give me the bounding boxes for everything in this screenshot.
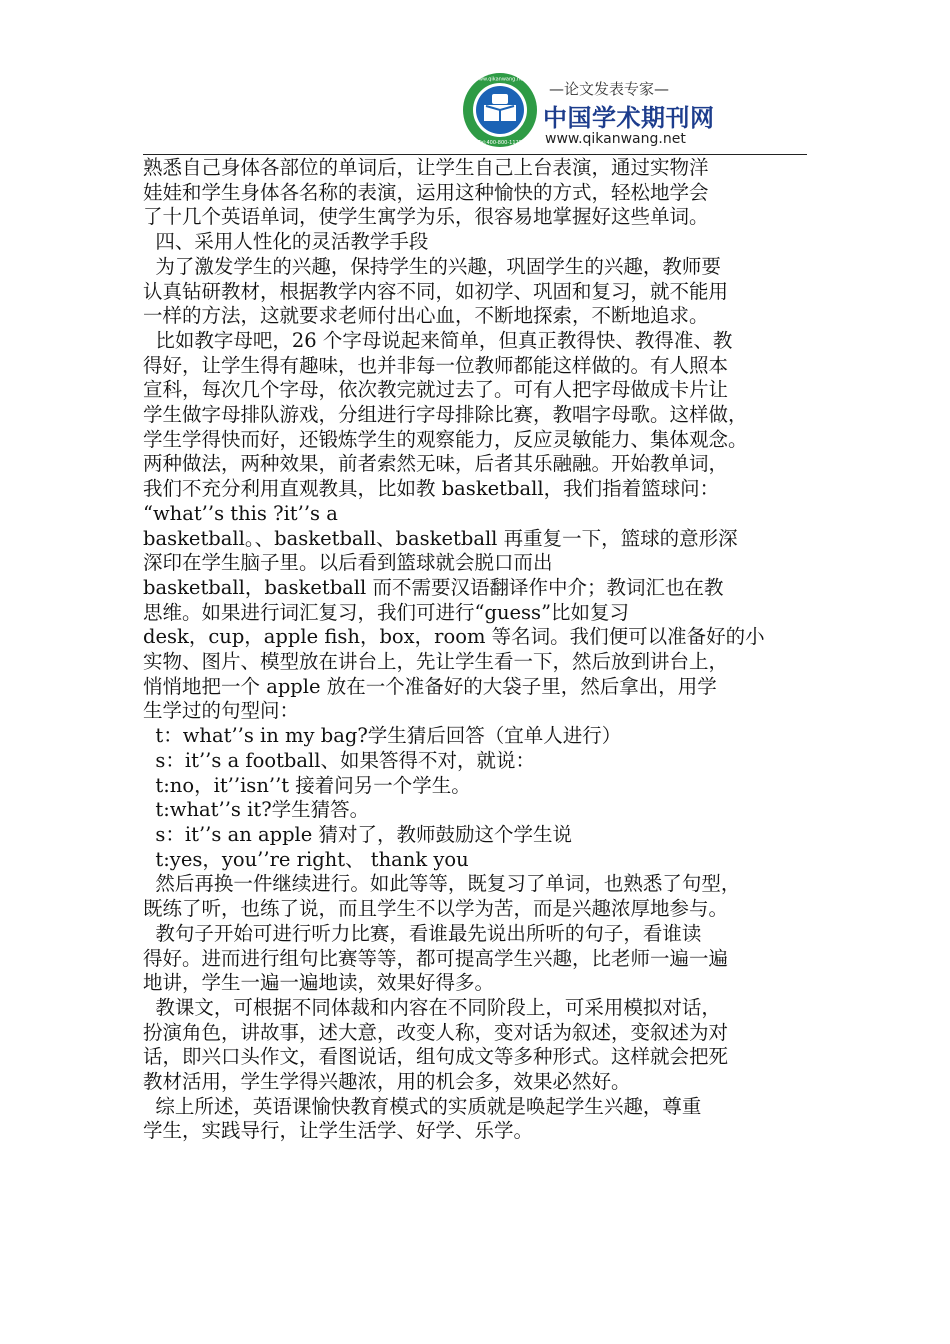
logo-url: www.qikanwang.net — [545, 131, 686, 147]
body-line: 然后再换一件继续进行。如此等等，既复习了单词，也熟悉了句型， — [143, 872, 741, 896]
body-line: 思维。如果进行词汇复习，我们可进行“guess”比如复习 — [143, 600, 630, 624]
logo-name: 中国学术期刊网 — [543, 104, 715, 132]
body-line: 学生学得快而好，还锻炼学生的观察能力，反应灵敏能力、集体观念。 — [143, 427, 748, 451]
body-line: 话，即兴口头作文，看图说话，组句成文等多种形式。这样就会把死 — [143, 1045, 729, 1069]
journal-logo-text — [541, 76, 715, 152]
body-line: 实物、图片、模型放在讲台上，先让学生看一下，然后放到讲台上， — [143, 650, 729, 674]
body-line: “what’’s this ?it’’s a — [143, 501, 338, 525]
body-line: 地讲，学生一遍一遍地读，效果好得多。 — [143, 971, 495, 995]
body-line: 深印在学生脑子里。以后看到篮球就会脱口而出 — [143, 551, 553, 575]
body-line: 娃娃和学生身体各名称的表演，运用这种愉快的方式，轻松地学会 — [143, 180, 709, 204]
logo-ring-text: www.qikanwang.net — [474, 76, 526, 83]
body-line: 学生，实践导行，让学生活学、好学、乐学。 — [143, 1119, 534, 1143]
logo-ring-text-bottom: Tel:400-800-1125 — [478, 140, 522, 146]
body-line: t：what’’s in my bag?学生猜后回答（宜单人进行） — [143, 724, 622, 748]
body-line: 悄悄地把一个 apple 放在一个准备好的大袋子里，然后拿出，用学 — [143, 674, 717, 698]
body-line: t:yes，you’’re right、 thank you — [143, 847, 469, 871]
body-line: 教课文，可根据不同体裁和内容在不同阶段上，可采用模拟对话， — [143, 995, 721, 1019]
body-line: 了十几个英语单词，使学生寓学为乐，很容易地掌握好这些单词。 — [143, 205, 709, 229]
body-line: desk，cup，apple fish，box，room 等名词。我们便可以准备好的小 — [143, 625, 765, 649]
body-line: 四、采用人性化的灵活教学手段 — [143, 230, 429, 254]
body-line: 教材活用，学生学得兴趣浓，用的机会多，效果必然好。 — [143, 1070, 631, 1094]
body-line: s：it’’s a football、如果答得不对，就说： — [143, 748, 536, 772]
body-line: 我们不充分利用直观教具，比如教 basketball，我们指着篮球问： — [143, 477, 720, 501]
page-header — [143, 72, 807, 155]
body-line: 得好，让学生得有趣味，也并非每一位教师都能这样做的。有人照本 — [143, 353, 729, 377]
body-line: 综上所述，英语课愉快教育模式的实质就是唤起学生兴趣，尊重 — [143, 1094, 702, 1118]
body-line: 为了激发学生的兴趣，保持学生的兴趣，巩固学生的兴趣，教师要 — [143, 254, 721, 278]
body-line: 比如教字母吧，26 个字母说起来简单，但真正教得快、教得准、教 — [143, 328, 733, 352]
body-line: 扮演角色，讲故事，述大意，改变人称，变对话为叙述，变叙述为对 — [143, 1020, 729, 1044]
body-line: 得好。进而进行组句比赛等等，都可提高学生兴趣，比老师一遍一遍 — [143, 946, 729, 970]
body-line: 既练了听，也练了说，而且学生不以学为苦，而是兴趣浓厚地参与。 — [143, 897, 729, 921]
body-line: s：it’’s an apple 猜对了，教师鼓励这个学生说 — [143, 822, 573, 846]
body-line: 熟悉自己身体各部位的单词后，让学生自己上台表演，通过实物洋 — [143, 156, 709, 179]
journal-logo-emblem — [459, 72, 541, 148]
body-line: 教句子开始可进行听力比赛，看谁最先说出所听的句子，看谁读 — [143, 921, 702, 945]
body-line: 宣科，每次几个字母，依次教完就过去了。可有人把字母做成卡片让 — [143, 378, 729, 402]
body-line: 一样的方法，这就要求老师付出心血，不断地探索，不断地追求。 — [143, 304, 709, 328]
logo-tagline: —论文发表专家— — [549, 80, 670, 98]
body-line: 认真钻研教材，根据教学内容不同，如初学、巩固和复习，就不能用 — [143, 279, 729, 303]
body-line: 两种做法，两种效果，前者索然无味，后者其乐融融。开始教单词， — [143, 452, 729, 476]
body-line: 学生做字母排队游戏，分组进行字母排除比赛，教唱字母歌。这样做， — [143, 403, 748, 427]
article-body — [143, 156, 803, 1144]
body-line: 生学过的句型问： — [143, 699, 300, 723]
body-line: basketball，basketball 而不需要汉语翻译作中介；教词汇也在教 — [143, 575, 724, 599]
body-line: t:no，it’’isn’’t 接着问另一个学生。 — [143, 773, 471, 797]
body-line: basketball。、basketball、basketball 再重复一下，篮球的意形深 — [143, 526, 738, 550]
body-line: t:what’’s it?学生猜答。 — [143, 798, 370, 822]
